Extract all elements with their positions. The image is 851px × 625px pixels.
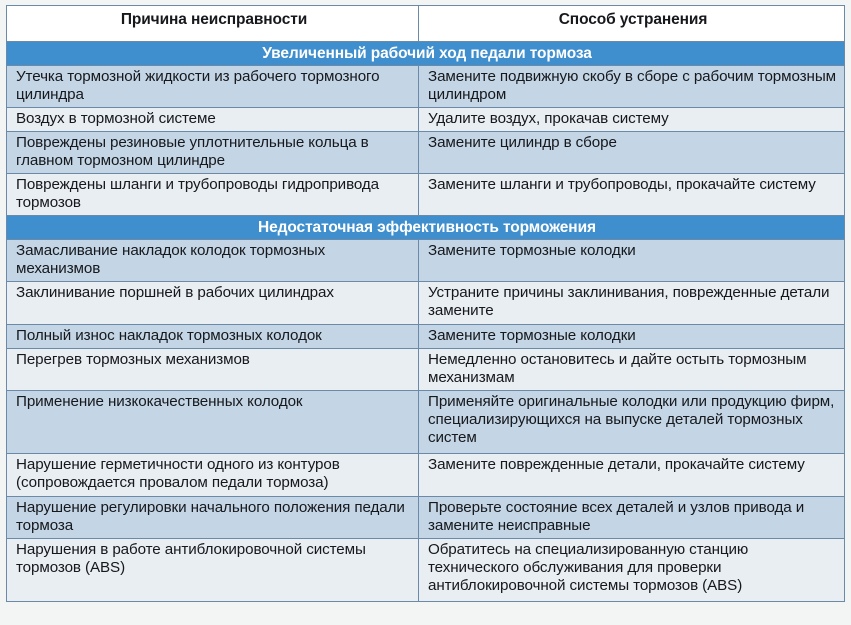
remedy-cell: Замените тормозные колодки <box>419 240 845 282</box>
cause-cell: Нарушение герметичности одного из контуров (сопровождается провалом педали тормоза) <box>7 454 419 497</box>
cause-cell: Замасливание накладок колодок тормозных механизмов <box>7 240 419 282</box>
remedy-cell: Замените шланги и трубопроводы, прокачайте систему <box>419 174 845 216</box>
cause-cell: Перегрев тормозных механизмов <box>7 349 419 391</box>
table-row <box>7 66 845 108</box>
cause-cell: Повреждены резиновые уплотнительные кольца в главном тормозном цилиндре <box>7 132 419 174</box>
section-title: Недостаточная эффективность торможения <box>7 216 845 240</box>
section-row <box>7 216 845 240</box>
remedy-cell: Обратитесь на специализированную станцию технического обслуживания для проверки антиблокировочной системы тормозов (ABS) <box>419 539 845 602</box>
cause-cell: Применение низкокачественных колодок <box>7 391 419 454</box>
table-row <box>7 539 845 602</box>
table-row <box>7 349 845 391</box>
remedy-cell: Удалите воздух, прокачав систему <box>419 108 845 132</box>
cause-cell: Заклинивание поршней в рабочих цилиндрах <box>7 282 419 325</box>
remedy-cell: Замените цилиндр в сборе <box>419 132 845 174</box>
table-row <box>7 108 845 132</box>
table-row <box>7 132 845 174</box>
cause-cell: Воздух в тормозной системе <box>7 108 419 132</box>
table-row <box>7 497 845 539</box>
table-row <box>7 282 845 325</box>
remedy-cell: Замените подвижную скобу в сборе с рабочим тормозным цилиндром <box>419 66 845 108</box>
remedy-cell: Устраните причины заклинивания, поврежденные детали замените <box>419 282 845 325</box>
cause-cell: Повреждены шланги и трубопроводы гидропривода тормозов <box>7 174 419 216</box>
header-cause: Причина неисправности <box>7 6 419 42</box>
cause-cell: Нарушение регулировки начального положения педали тормоза <box>7 497 419 539</box>
table-row <box>7 325 845 349</box>
section-title: Увеличенный рабочий ход педали тормоза <box>7 42 845 66</box>
header-row <box>7 6 845 42</box>
section-row <box>7 42 845 66</box>
table-row <box>7 240 845 282</box>
cause-cell: Нарушения в работе антиблокировочной системы тормозов (ABS) <box>7 539 419 602</box>
table-row <box>7 391 845 454</box>
table-row <box>7 454 845 497</box>
table-row <box>7 174 845 216</box>
troubleshooting-table <box>6 5 845 602</box>
header-remedy: Способ устранения <box>419 6 845 42</box>
remedy-cell: Применяйте оригинальные колодки или продукцию фирм, специализирующихся на выпуске деталей тормозных систем <box>419 391 845 454</box>
cause-cell: Полный износ накладок тормозных колодок <box>7 325 419 349</box>
remedy-cell: Замените тормозные колодки <box>419 325 845 349</box>
remedy-cell: Замените поврежденные детали, прокачайте систему <box>419 454 845 497</box>
cause-cell: Утечка тормозной жидкости из рабочего тормозного цилиндра <box>7 66 419 108</box>
remedy-cell: Проверьте состояние всех деталей и узлов привода и замените неисправные <box>419 497 845 539</box>
remedy-cell: Немедленно остановитесь и дайте остыть тормозным механизмам <box>419 349 845 391</box>
